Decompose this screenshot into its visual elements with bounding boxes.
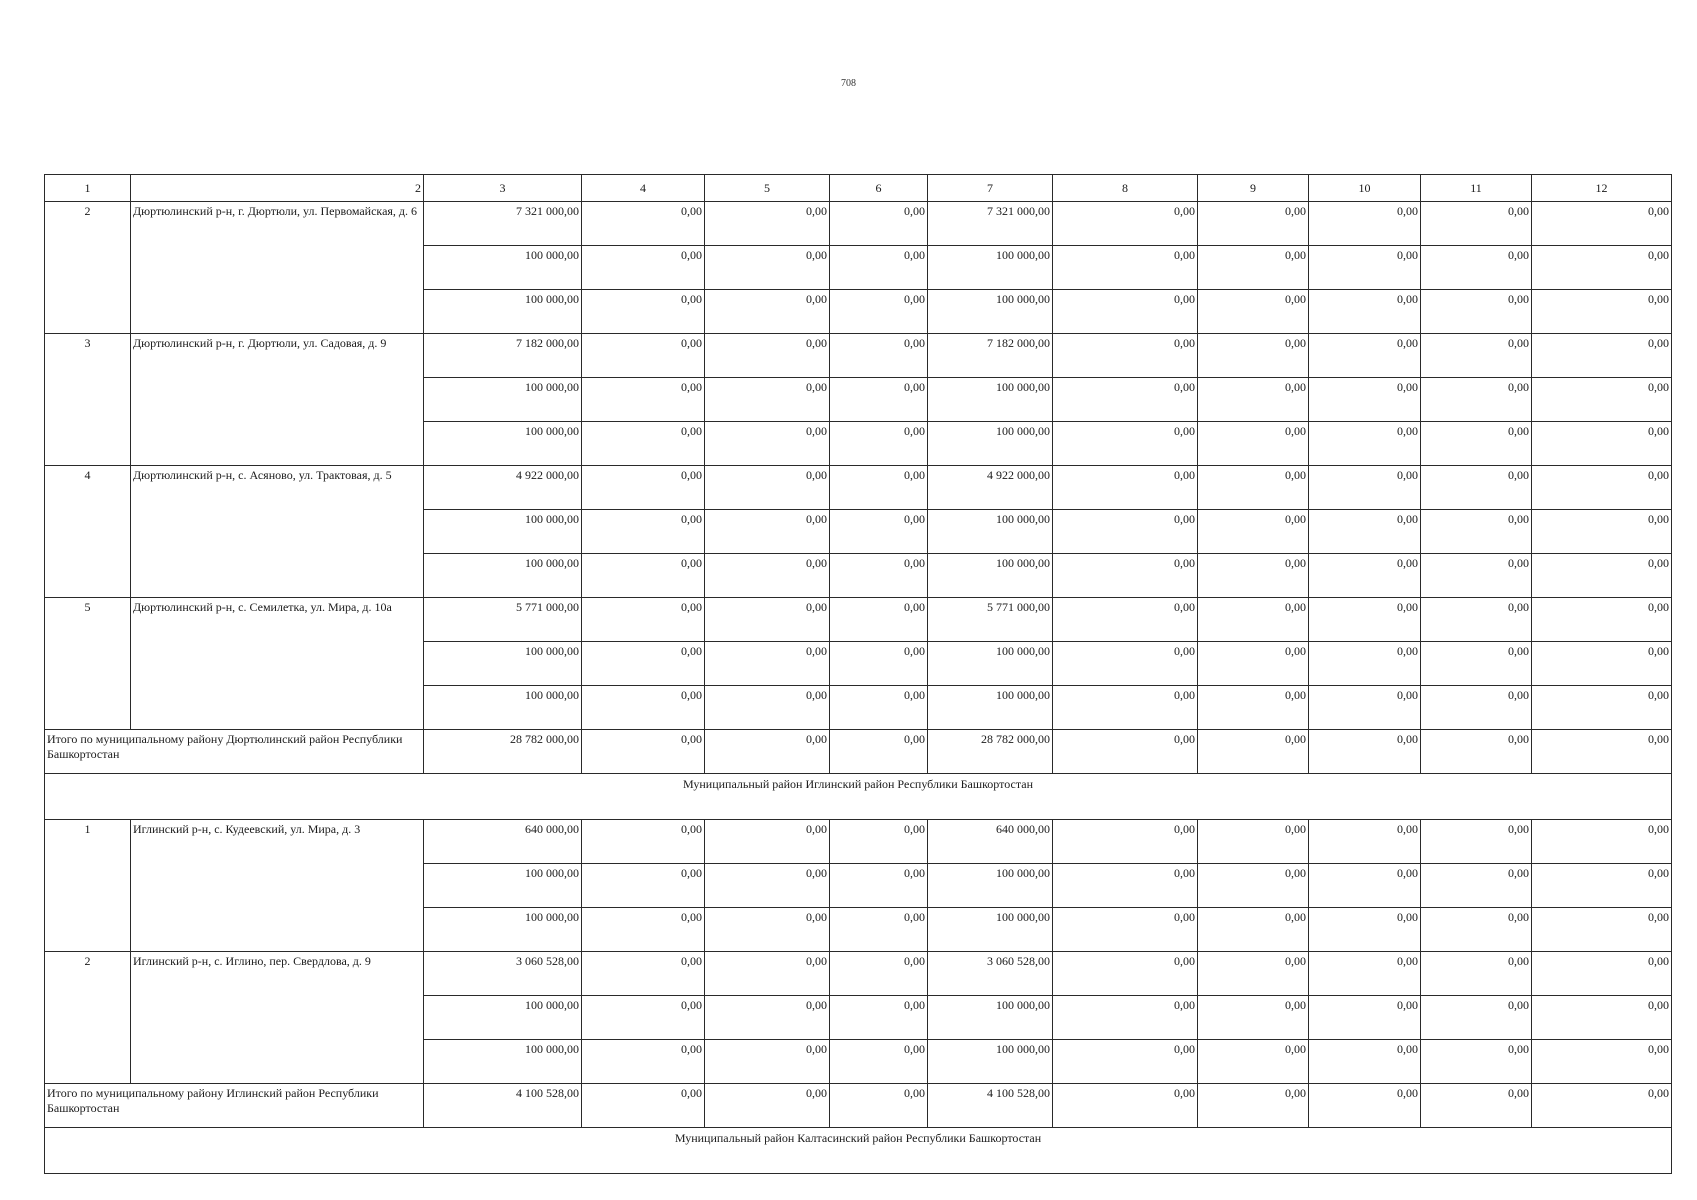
value-cell: 0,00: [830, 598, 928, 642]
value-cell: 0,00: [1421, 246, 1532, 290]
column-number-row: [45, 175, 1672, 202]
value-cell: 0,00: [830, 378, 928, 422]
value-cell: 0,00: [1532, 996, 1672, 1040]
value-cell: 0,00: [1309, 422, 1421, 466]
value-cell: 0,00: [582, 290, 705, 334]
value-cell: 100 000,00: [928, 246, 1053, 290]
item-number: 2: [45, 202, 131, 334]
value-cell: 0,00: [1309, 466, 1421, 510]
total-value-cell: 0,00: [1309, 730, 1421, 774]
value-cell: 0,00: [1532, 246, 1672, 290]
value-cell: 0,00: [705, 820, 830, 864]
value-cell: 100 000,00: [424, 1040, 582, 1084]
value-cell: 640 000,00: [928, 820, 1053, 864]
value-cell: 0,00: [1309, 290, 1421, 334]
value-cell: 100 000,00: [928, 290, 1053, 334]
value-cell: 0,00: [582, 642, 705, 686]
value-cell: 0,00: [705, 864, 830, 908]
item-number: 1: [45, 820, 131, 952]
table-row: [45, 466, 1672, 510]
value-cell: 0,00: [1309, 202, 1421, 246]
value-cell: 0,00: [1053, 642, 1198, 686]
value-cell: 0,00: [705, 466, 830, 510]
value-cell: 0,00: [582, 510, 705, 554]
value-cell: 0,00: [830, 864, 928, 908]
value-cell: 0,00: [1198, 686, 1309, 730]
value-cell: 0,00: [1198, 1040, 1309, 1084]
section-title: Муниципальный район Иглинский район Республики Башкортостан: [45, 774, 1672, 820]
value-cell: 0,00: [582, 598, 705, 642]
value-cell: 100 000,00: [424, 510, 582, 554]
table-row: [45, 334, 1672, 378]
value-cell: 3 060 528,00: [424, 952, 582, 996]
item-number: 3: [45, 334, 131, 466]
value-cell: 0,00: [1421, 466, 1532, 510]
page-number: 708: [841, 78, 856, 89]
total-value-cell: 28 782 000,00: [424, 730, 582, 774]
value-cell: 0,00: [1053, 246, 1198, 290]
column-number-cell: 1: [45, 175, 131, 202]
value-cell: 100 000,00: [424, 378, 582, 422]
value-cell: 0,00: [582, 422, 705, 466]
value-cell: 100 000,00: [928, 996, 1053, 1040]
value-cell: 0,00: [1421, 820, 1532, 864]
value-cell: 0,00: [705, 246, 830, 290]
value-cell: 0,00: [1532, 290, 1672, 334]
section-title-row: [45, 1128, 1672, 1174]
value-cell: 100 000,00: [424, 996, 582, 1040]
value-cell: 0,00: [582, 202, 705, 246]
column-number-cell: 8: [1053, 175, 1198, 202]
value-cell: 0,00: [1532, 952, 1672, 996]
value-cell: 0,00: [1053, 554, 1198, 598]
value-cell: 7 182 000,00: [928, 334, 1053, 378]
table-row: [45, 202, 1672, 246]
value-cell: 0,00: [582, 466, 705, 510]
value-cell: 0,00: [705, 422, 830, 466]
value-cell: 0,00: [830, 642, 928, 686]
column-number-cell: 5: [705, 175, 830, 202]
column-number-cell: 12: [1532, 175, 1672, 202]
value-cell: 0,00: [1053, 334, 1198, 378]
total-value-cell: 0,00: [830, 730, 928, 774]
column-number-cell: 6: [830, 175, 928, 202]
value-cell: 0,00: [1309, 510, 1421, 554]
value-cell: 0,00: [1532, 510, 1672, 554]
value-cell: 0,00: [1309, 642, 1421, 686]
value-cell: 640 000,00: [424, 820, 582, 864]
value-cell: 3 060 528,00: [928, 952, 1053, 996]
value-cell: 0,00: [1421, 864, 1532, 908]
value-cell: 5 771 000,00: [928, 598, 1053, 642]
total-value-cell: 0,00: [830, 1084, 928, 1128]
table-row: [45, 952, 1672, 996]
value-cell: 0,00: [1532, 1040, 1672, 1084]
section-title-row: [45, 774, 1672, 820]
value-cell: 0,00: [830, 952, 928, 996]
value-cell: 0,00: [1198, 642, 1309, 686]
value-cell: 0,00: [1309, 820, 1421, 864]
total-value-cell: 0,00: [1421, 1084, 1532, 1128]
value-cell: 0,00: [582, 864, 705, 908]
value-cell: 0,00: [1053, 820, 1198, 864]
value-cell: 0,00: [830, 334, 928, 378]
value-cell: 0,00: [830, 466, 928, 510]
column-number-cell: 10: [1309, 175, 1421, 202]
value-cell: 0,00: [582, 246, 705, 290]
item-number: 2: [45, 952, 131, 1084]
column-number-cell: 9: [1198, 175, 1309, 202]
total-label: Итого по муниципальному району Дюртюлинский район Республики Башкортостан: [45, 730, 424, 774]
value-cell: 5 771 000,00: [424, 598, 582, 642]
value-cell: 0,00: [582, 908, 705, 952]
value-cell: 0,00: [1198, 466, 1309, 510]
value-cell: 0,00: [705, 908, 830, 952]
value-cell: 0,00: [582, 1040, 705, 1084]
value-cell: 0,00: [1309, 378, 1421, 422]
value-cell: 0,00: [1198, 952, 1309, 996]
value-cell: 100 000,00: [928, 908, 1053, 952]
value-cell: 0,00: [830, 510, 928, 554]
value-cell: 0,00: [1421, 290, 1532, 334]
value-cell: 100 000,00: [928, 864, 1053, 908]
total-value-cell: 0,00: [1198, 730, 1309, 774]
value-cell: 7 182 000,00: [424, 334, 582, 378]
value-cell: 0,00: [1053, 510, 1198, 554]
value-cell: 0,00: [1309, 686, 1421, 730]
total-value-cell: 0,00: [1053, 1084, 1198, 1128]
value-cell: 0,00: [1198, 996, 1309, 1040]
value-cell: 100 000,00: [424, 290, 582, 334]
value-cell: 0,00: [1421, 598, 1532, 642]
value-cell: 0,00: [1421, 908, 1532, 952]
value-cell: 0,00: [1053, 202, 1198, 246]
value-cell: 0,00: [1053, 952, 1198, 996]
value-cell: 100 000,00: [928, 686, 1053, 730]
value-cell: 0,00: [705, 334, 830, 378]
total-value-cell: 4 100 528,00: [424, 1084, 582, 1128]
value-cell: 0,00: [1532, 422, 1672, 466]
value-cell: 0,00: [705, 1040, 830, 1084]
value-cell: 0,00: [582, 554, 705, 598]
value-cell: 0,00: [1053, 908, 1198, 952]
value-cell: 100 000,00: [424, 686, 582, 730]
value-cell: 0,00: [1421, 642, 1532, 686]
value-cell: 7 321 000,00: [928, 202, 1053, 246]
value-cell: 0,00: [582, 686, 705, 730]
column-number-cell: 4: [582, 175, 705, 202]
value-cell: 100 000,00: [424, 422, 582, 466]
item-number: 4: [45, 466, 131, 598]
total-value-cell: 0,00: [1053, 730, 1198, 774]
value-cell: 0,00: [1532, 202, 1672, 246]
value-cell: 100 000,00: [424, 246, 582, 290]
report-body: [45, 175, 1672, 1174]
value-cell: 0,00: [1421, 686, 1532, 730]
value-cell: 0,00: [1053, 290, 1198, 334]
value-cell: 0,00: [1421, 510, 1532, 554]
item-address: Дюртюлинский р-н, г. Дюртюли, ул. Садовая, д. 9: [131, 334, 424, 466]
value-cell: 0,00: [1053, 864, 1198, 908]
value-cell: 0,00: [1198, 864, 1309, 908]
value-cell: 0,00: [582, 952, 705, 996]
value-cell: 0,00: [1198, 598, 1309, 642]
item-number: 5: [45, 598, 131, 730]
value-cell: 0,00: [1421, 202, 1532, 246]
value-cell: 0,00: [705, 598, 830, 642]
value-cell: 0,00: [830, 686, 928, 730]
value-cell: 100 000,00: [928, 378, 1053, 422]
total-row: [45, 1084, 1672, 1128]
value-cell: 0,00: [1053, 466, 1198, 510]
value-cell: 0,00: [705, 686, 830, 730]
value-cell: 0,00: [1421, 1040, 1532, 1084]
value-cell: 0,00: [1532, 686, 1672, 730]
value-cell: 0,00: [1532, 908, 1672, 952]
value-cell: 100 000,00: [424, 908, 582, 952]
value-cell: 0,00: [1053, 686, 1198, 730]
value-cell: 0,00: [582, 996, 705, 1040]
value-cell: 0,00: [830, 202, 928, 246]
value-cell: 0,00: [1198, 378, 1309, 422]
value-cell: 0,00: [582, 378, 705, 422]
value-cell: 0,00: [705, 378, 830, 422]
total-value-cell: 0,00: [582, 730, 705, 774]
value-cell: 0,00: [1198, 554, 1309, 598]
value-cell: 0,00: [705, 952, 830, 996]
value-cell: 100 000,00: [928, 642, 1053, 686]
value-cell: 100 000,00: [928, 554, 1053, 598]
value-cell: 0,00: [830, 996, 928, 1040]
value-cell: 0,00: [1532, 554, 1672, 598]
table-row: [45, 820, 1672, 864]
value-cell: 0,00: [1421, 554, 1532, 598]
value-cell: 0,00: [830, 820, 928, 864]
value-cell: 0,00: [1198, 246, 1309, 290]
total-row: [45, 730, 1672, 774]
section-title: Муниципальный район Калтасинский район Республики Башкортостан: [45, 1128, 1672, 1174]
value-cell: 0,00: [1309, 334, 1421, 378]
column-number-cell: 11: [1421, 175, 1532, 202]
value-cell: 100 000,00: [928, 1040, 1053, 1084]
total-value-cell: 0,00: [1532, 1084, 1672, 1128]
value-cell: 0,00: [830, 422, 928, 466]
value-cell: 0,00: [1309, 864, 1421, 908]
value-cell: 0,00: [1198, 422, 1309, 466]
value-cell: 0,00: [1421, 952, 1532, 996]
value-cell: 0,00: [705, 202, 830, 246]
value-cell: 0,00: [1532, 820, 1672, 864]
value-cell: 100 000,00: [424, 642, 582, 686]
value-cell: 0,00: [705, 642, 830, 686]
value-cell: 4 922 000,00: [928, 466, 1053, 510]
value-cell: 0,00: [1198, 290, 1309, 334]
item-address: Иглинский р-н, с. Кудеевский, ул. Мира, д. 3: [131, 820, 424, 952]
report-table: [44, 174, 1672, 1174]
value-cell: 0,00: [1532, 598, 1672, 642]
item-address: Иглинский р-н, с. Иглино, пер. Свердлова, д. 9: [131, 952, 424, 1084]
value-cell: 0,00: [1421, 378, 1532, 422]
value-cell: 0,00: [1053, 996, 1198, 1040]
value-cell: 0,00: [582, 820, 705, 864]
value-cell: 0,00: [1532, 466, 1672, 510]
value-cell: 100 000,00: [424, 554, 582, 598]
value-cell: 0,00: [830, 290, 928, 334]
total-value-cell: 0,00: [1421, 730, 1532, 774]
value-cell: 0,00: [1198, 510, 1309, 554]
value-cell: 0,00: [1421, 334, 1532, 378]
value-cell: 0,00: [1198, 908, 1309, 952]
value-cell: 100 000,00: [928, 510, 1053, 554]
item-address: Дюртюлинский р-н, с. Асяново, ул. Трактовая, д. 5: [131, 466, 424, 598]
value-cell: 0,00: [1309, 554, 1421, 598]
total-label: Итого по муниципальному району Иглинский район Республики Башкортостан: [45, 1084, 424, 1128]
value-cell: 0,00: [1421, 996, 1532, 1040]
total-value-cell: 4 100 528,00: [928, 1084, 1053, 1128]
total-value-cell: 0,00: [1309, 1084, 1421, 1128]
table-row: [45, 598, 1672, 642]
value-cell: 0,00: [705, 554, 830, 598]
value-cell: 0,00: [1053, 422, 1198, 466]
value-cell: 100 000,00: [424, 864, 582, 908]
value-cell: 0,00: [1532, 334, 1672, 378]
value-cell: 0,00: [830, 246, 928, 290]
value-cell: 0,00: [1198, 334, 1309, 378]
value-cell: 0,00: [1421, 422, 1532, 466]
value-cell: 0,00: [705, 996, 830, 1040]
value-cell: 0,00: [1309, 996, 1421, 1040]
value-cell: 0,00: [1198, 202, 1309, 246]
total-value-cell: 28 782 000,00: [928, 730, 1053, 774]
total-value-cell: 0,00: [1532, 730, 1672, 774]
total-value-cell: 0,00: [705, 1084, 830, 1128]
value-cell: 0,00: [1309, 952, 1421, 996]
value-cell: 100 000,00: [928, 422, 1053, 466]
column-number-cell: 7: [928, 175, 1053, 202]
value-cell: 0,00: [830, 908, 928, 952]
column-number-cell: 2: [131, 175, 424, 202]
total-value-cell: 0,00: [705, 730, 830, 774]
value-cell: 0,00: [1053, 598, 1198, 642]
value-cell: 0,00: [1309, 1040, 1421, 1084]
value-cell: 0,00: [1532, 642, 1672, 686]
value-cell: 0,00: [705, 510, 830, 554]
value-cell: 7 321 000,00: [424, 202, 582, 246]
value-cell: 0,00: [705, 290, 830, 334]
value-cell: 0,00: [1309, 246, 1421, 290]
total-value-cell: 0,00: [1198, 1084, 1309, 1128]
value-cell: 0,00: [582, 334, 705, 378]
value-cell: 0,00: [1532, 864, 1672, 908]
value-cell: 0,00: [1053, 378, 1198, 422]
value-cell: 0,00: [830, 1040, 928, 1084]
value-cell: 0,00: [1309, 908, 1421, 952]
value-cell: 0,00: [830, 554, 928, 598]
total-value-cell: 0,00: [582, 1084, 705, 1128]
item-address: Дюртюлинский р-н, с. Семилетка, ул. Мира, д. 10а: [131, 598, 424, 730]
value-cell: 0,00: [1198, 820, 1309, 864]
item-address: Дюртюлинский р-н, г. Дюртюли, ул. Первомайская, д. 6: [131, 202, 424, 334]
value-cell: 0,00: [1532, 378, 1672, 422]
column-number-cell: 3: [424, 175, 582, 202]
value-cell: 0,00: [1053, 1040, 1198, 1084]
value-cell: 4 922 000,00: [424, 466, 582, 510]
value-cell: 0,00: [1309, 598, 1421, 642]
